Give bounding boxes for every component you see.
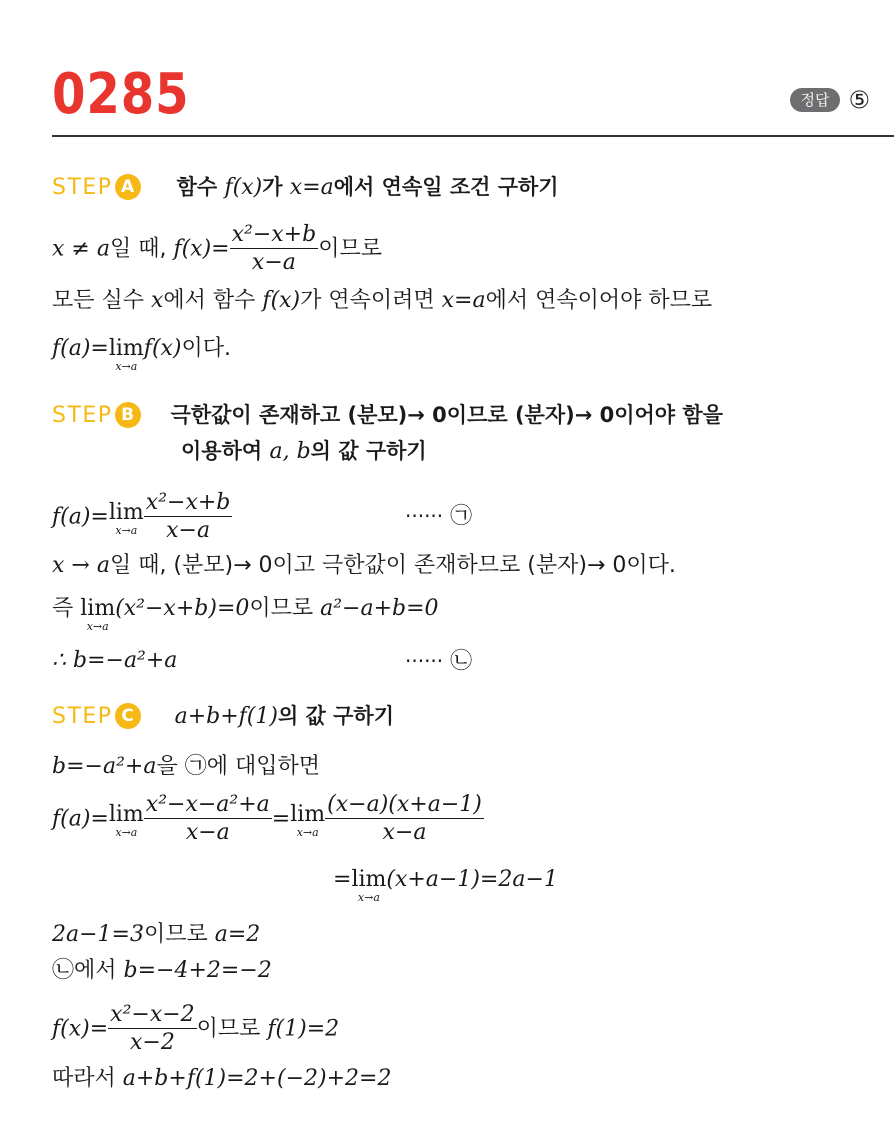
l9-denominator-1: x−a xyxy=(185,820,230,845)
l4-lhs: f(a)= xyxy=(52,504,109,530)
l1-fraction xyxy=(230,222,319,277)
l10-lim-word: lim xyxy=(351,867,387,892)
l5-a: x → a xyxy=(52,553,110,578)
step-c-heading xyxy=(52,702,394,731)
step-b-title-line2-pre: 이용하여 xyxy=(181,439,270,463)
l2-e: 가 연속이려면 xyxy=(300,288,442,313)
l1-numerator: x²−x+b xyxy=(231,222,317,247)
l6-limit xyxy=(80,595,115,633)
step-b-title-line2-math: a, b xyxy=(269,439,311,464)
l10-limit xyxy=(351,866,386,904)
l2-b: x xyxy=(151,288,164,313)
line-13 xyxy=(52,1002,339,1057)
step-b-badge: B xyxy=(115,402,141,428)
l9-lim2-word: lim xyxy=(290,801,326,827)
l9-eq: = xyxy=(271,806,291,832)
l9-numerator-1: x²−x−a²+a xyxy=(145,792,270,817)
l8-mark: ㉠ xyxy=(184,754,207,779)
answer-value: ⑤ xyxy=(848,86,870,114)
problem-number: 0285 xyxy=(52,62,190,127)
l2-a: 모든 실수 xyxy=(52,288,151,313)
line-4 xyxy=(52,490,232,545)
l7-dots: ······ xyxy=(405,649,444,673)
line-2 xyxy=(52,287,712,315)
step-a-word: STEP xyxy=(52,175,113,200)
l13-b: f(1)=2 xyxy=(267,1016,340,1042)
l2-f: x=a xyxy=(441,288,486,313)
l2-c: 에서 함수 xyxy=(163,288,263,313)
line-6 xyxy=(52,595,439,633)
line-5 xyxy=(52,552,676,580)
line-7 xyxy=(52,647,177,675)
step-a-heading xyxy=(52,173,559,202)
answer-box xyxy=(790,86,871,114)
l10-expr: (x+a−1)=2a−1 xyxy=(386,867,558,892)
l4-lim-word: lim xyxy=(108,499,144,525)
l8-c: 에 대입하면 xyxy=(206,754,320,779)
l13-denominator: x−2 xyxy=(129,1030,175,1055)
line-10 xyxy=(333,866,558,904)
l4-fraction xyxy=(144,490,233,545)
l12-b: b=−4+2=−2 xyxy=(123,958,272,983)
l7-mark: ㉡ xyxy=(450,649,473,674)
step-b-title-line1: 극한값이 존재하고 (분모)→ 0이므로 (분자)→ 0이어야 함을 xyxy=(170,403,723,427)
header-divider xyxy=(52,135,894,137)
l3-limit xyxy=(109,335,144,373)
line-8 xyxy=(52,753,320,781)
l3-lim-word: lim xyxy=(108,336,144,361)
l9-numerator-2: (x−a)(x+a−1) xyxy=(327,792,482,817)
step-b-word: STEP xyxy=(52,403,113,428)
l1-text1: 일 때, xyxy=(109,236,174,262)
l10-eq: = xyxy=(333,867,352,892)
step-a-title-fx: f(x) xyxy=(224,175,263,200)
l13-fx: f(x)= xyxy=(52,1016,109,1042)
l11-a: 2a−1=3 xyxy=(52,922,144,947)
step-a-title-pre: 함수 xyxy=(176,175,225,199)
l4-denominator: x−a xyxy=(166,518,211,543)
l9-denominator-2: x−a xyxy=(382,820,427,845)
l6-b: 이므로 xyxy=(249,596,321,621)
l13-a: 이므로 xyxy=(196,1016,268,1042)
l3-lim-sub: x→a xyxy=(115,360,138,373)
step-c-badge: C xyxy=(115,703,141,729)
step-a-title-post: 에서 연속일 조건 구하기 xyxy=(333,175,559,199)
l6-lim-word: lim xyxy=(80,596,116,621)
l5-b: 일 때, (분모)→ 0이고 극한값이 존재하므로 (분자)→ 0이다. xyxy=(109,553,676,578)
line-1 xyxy=(52,222,382,277)
l6-lim-sub: x→a xyxy=(86,620,109,633)
l2-g: 에서 연속이어야 하므로 xyxy=(485,288,713,313)
l8-a: b=−a²+a xyxy=(52,754,157,779)
l9-lim1-word: lim xyxy=(108,801,144,827)
l9-lhs: f(a)= xyxy=(52,806,109,832)
l10-lim-sub: x→a xyxy=(357,891,380,904)
step-c-word: STEP xyxy=(52,704,113,729)
step-a-badge: A xyxy=(115,174,141,200)
l9-lim1-sub: x→a xyxy=(115,825,138,839)
l12-a: 에서 xyxy=(74,958,124,983)
l9-fraction-2 xyxy=(325,792,484,847)
l11-c: a=2 xyxy=(214,922,261,947)
l6-a: 즉 xyxy=(52,596,81,621)
line-14 xyxy=(52,1065,391,1093)
l14-a: 따라서 xyxy=(52,1066,123,1091)
l1-cond: x ≠ a xyxy=(52,236,110,262)
step-b-heading-line2 xyxy=(181,437,427,466)
l6-c: a²−a+b=0 xyxy=(320,596,439,621)
answer-label: 정답 xyxy=(790,88,841,112)
step-c-title-math: a+b+f(1) xyxy=(174,704,278,729)
l4-dots: ······ xyxy=(405,504,444,528)
step-b-heading xyxy=(52,401,723,430)
l4-numerator: x²−x+b xyxy=(145,490,231,515)
line-4-marker xyxy=(405,502,472,531)
l8-b: 을 xyxy=(156,754,185,779)
l9-limit-2 xyxy=(290,801,325,839)
line-9 xyxy=(52,792,484,847)
line-3 xyxy=(52,335,231,373)
l14-b: a+b+f(1)=2+(−2)+2=2 xyxy=(122,1066,392,1091)
l3-fx: f(x) xyxy=(143,336,182,361)
line-11 xyxy=(52,921,260,949)
l7-a: ∴ b=−a²+a xyxy=(52,648,178,673)
l3-text: 이다. xyxy=(181,336,232,361)
l13-fraction xyxy=(108,1002,197,1057)
line-12 xyxy=(52,957,272,985)
l2-d: f(x) xyxy=(262,288,301,313)
l3-lhs: f(a)= xyxy=(52,336,109,361)
l9-lim2-sub: x→a xyxy=(296,825,319,839)
l6-expr: (x²−x+b)=0 xyxy=(115,596,250,621)
l4-mark: ㉠ xyxy=(450,504,473,529)
l9-fraction-1 xyxy=(144,792,272,847)
line-7-marker xyxy=(405,647,472,676)
l4-limit xyxy=(109,499,144,537)
step-a-title-eq: x=a xyxy=(289,175,334,200)
l12-mark: ㉡ xyxy=(52,958,75,983)
l1-text2: 이므로 xyxy=(318,236,382,262)
l11-b: 이므로 xyxy=(143,922,215,947)
l4-lim-sub: x→a xyxy=(115,523,138,537)
l9-limit-1 xyxy=(109,801,144,839)
l1-fx: f(x)= xyxy=(173,236,230,262)
step-a-title-mid: 가 xyxy=(262,175,290,199)
step-b-title-line2-post: 의 값 구하기 xyxy=(310,439,427,463)
l13-numerator: x²−x−2 xyxy=(110,1002,195,1027)
l1-denominator: x−a xyxy=(251,250,296,275)
step-c-title-post: 의 값 구하기 xyxy=(277,704,395,728)
